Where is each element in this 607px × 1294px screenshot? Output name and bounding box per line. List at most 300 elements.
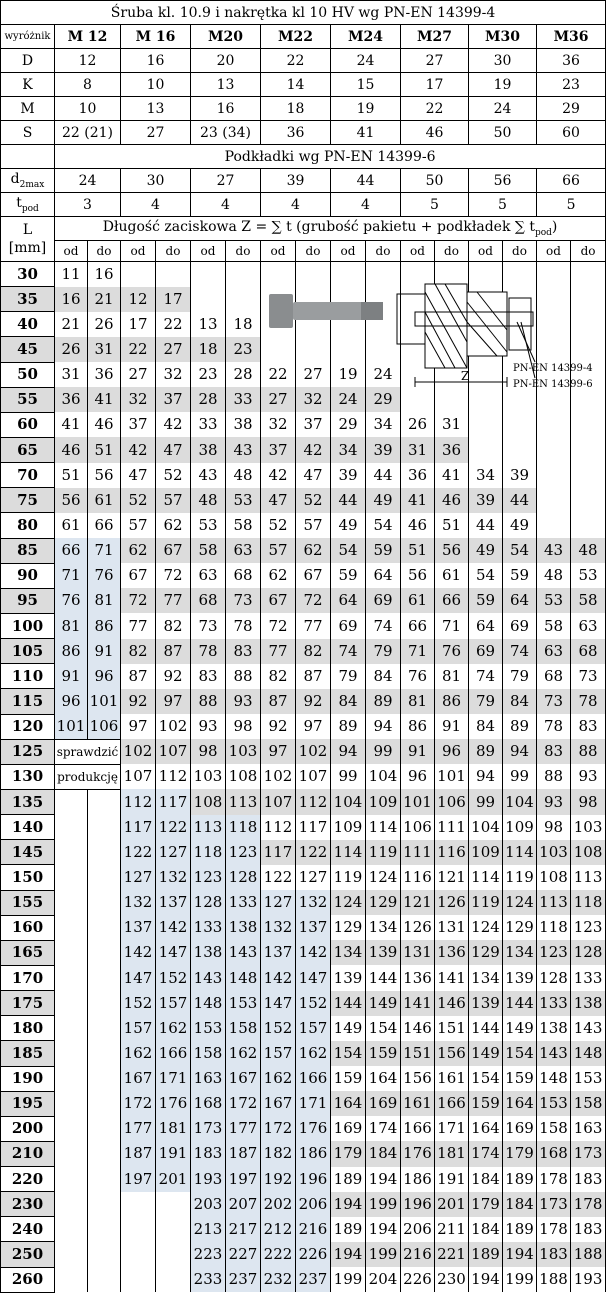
od-value: 179 [331, 1141, 366, 1166]
table-row [1, 764, 606, 789]
prop-row [1, 73, 606, 97]
od-value: 206 [401, 1217, 435, 1242]
tpod-value: 4 [121, 193, 191, 217]
od-value [331, 287, 366, 312]
do-value: 144 [366, 965, 401, 990]
do-value: 102 [156, 714, 191, 739]
L-value: 220 [1, 1167, 55, 1192]
od-value: 108 [537, 865, 571, 890]
do-value: 158 [226, 1016, 261, 1041]
do-value: 162 [156, 1016, 191, 1041]
od-value: 57 [261, 538, 296, 563]
od-value: 26 [401, 412, 435, 437]
od-value: 83 [537, 739, 571, 764]
do-value: 71 [88, 538, 121, 563]
od-value: 47 [121, 463, 156, 488]
do-value: 159 [366, 1041, 401, 1066]
do-value [503, 337, 537, 362]
L-value: 75 [1, 488, 55, 513]
do-value: 152 [296, 991, 331, 1016]
do-value [435, 312, 469, 337]
do-value [88, 940, 121, 965]
do-value: 194 [366, 1217, 401, 1242]
do-value: 62 [156, 513, 191, 538]
od-value: 93 [537, 789, 571, 814]
do-value: 136 [435, 940, 469, 965]
do-value: 47 [296, 463, 331, 488]
od-value: 138 [537, 1016, 571, 1041]
do-value [435, 287, 469, 312]
do-value: 92 [296, 689, 331, 714]
od-value [261, 337, 296, 362]
od-value: 86 [55, 639, 88, 664]
L-value: 40 [1, 312, 55, 337]
prop-value: 50 [469, 121, 537, 145]
od-value: 148 [191, 991, 226, 1016]
do-value: 126 [435, 890, 469, 915]
od-value: 73 [537, 689, 571, 714]
do-value: 109 [503, 815, 537, 840]
od-value: 41 [55, 412, 88, 437]
do-value: 196 [296, 1167, 331, 1192]
prop-value: 30 [469, 49, 537, 73]
od-value: 187 [121, 1141, 156, 1166]
d2max-value: 39 [261, 169, 331, 193]
do-value: 114 [366, 815, 401, 840]
do-value: 149 [366, 991, 401, 1016]
table-row [1, 337, 606, 362]
od-value: 42 [121, 437, 156, 462]
do-value: 114 [503, 840, 537, 865]
do-label: do [88, 241, 121, 262]
od-value: 123 [537, 940, 571, 965]
od-value: 153 [191, 1016, 226, 1041]
do-value: 78 [226, 613, 261, 638]
od-value: 202 [261, 1192, 296, 1217]
do-value: 133 [571, 965, 606, 990]
od-value: 54 [469, 563, 503, 588]
od-value: 99 [331, 764, 366, 789]
table-row [1, 538, 606, 563]
do-value [88, 1066, 121, 1091]
do-value: 23 [226, 337, 261, 362]
od-value: 71 [55, 563, 88, 588]
do-value: 86 [435, 689, 469, 714]
od-value: 114 [469, 865, 503, 890]
od-value: 129 [331, 915, 366, 940]
od-value: 59 [331, 563, 366, 588]
do-value [503, 387, 537, 412]
prop-value: 22 [401, 97, 469, 121]
od-value [537, 312, 571, 337]
do-value: 96 [88, 664, 121, 689]
do-value [88, 1167, 121, 1192]
do-value: 102 [296, 739, 331, 764]
L-unit: [mm] [8, 240, 47, 256]
od-value: 117 [121, 815, 156, 840]
tpod-row [1, 193, 606, 217]
od-value: 104 [469, 815, 503, 840]
od-value: 61 [55, 513, 88, 538]
prop-label: M [1, 97, 55, 121]
do-value: 177 [226, 1116, 261, 1141]
do-value: 77 [156, 588, 191, 613]
do-value [571, 463, 606, 488]
do-value [503, 262, 537, 287]
do-value: 46 [88, 412, 121, 437]
do-value: 27 [296, 362, 331, 387]
do-value: 87 [296, 664, 331, 689]
do-value: 53 [226, 488, 261, 513]
do-value: 18 [226, 312, 261, 337]
clamp-text: Długość zaciskowa Z = ∑ t (grubość pakietu + podkładek ∑ t [102, 218, 535, 235]
od-value: 134 [331, 940, 366, 965]
prop-value: 8 [55, 73, 121, 97]
od-value: 98 [191, 739, 226, 764]
do-value: 57 [296, 513, 331, 538]
od-value [55, 1041, 88, 1066]
od-value [261, 262, 296, 287]
table-row [1, 488, 606, 513]
do-value [88, 865, 121, 890]
od-value: 118 [537, 915, 571, 940]
od-value: 166 [401, 1116, 435, 1141]
do-value: 128 [226, 865, 261, 890]
do-value: 36 [435, 437, 469, 462]
od-value: 169 [331, 1116, 366, 1141]
table-row [1, 1167, 606, 1192]
do-value [88, 1267, 121, 1292]
L-value: 80 [1, 513, 55, 538]
od-value: 128 [191, 890, 226, 915]
od-value: 122 [121, 840, 156, 865]
do-value [435, 337, 469, 362]
od-value: 74 [469, 664, 503, 689]
od-value: 232 [261, 1267, 296, 1292]
L-value: 35 [1, 287, 55, 312]
L-value: 200 [1, 1116, 55, 1141]
od-value: 69 [469, 639, 503, 664]
do-value: 149 [503, 1016, 537, 1041]
od-value: 53 [191, 513, 226, 538]
do-value: 137 [156, 890, 191, 915]
do-value: 103 [571, 815, 606, 840]
od-value: 179 [469, 1192, 503, 1217]
size-header: M20 [191, 25, 261, 49]
od-value: 26 [55, 337, 88, 362]
do-value: 37 [296, 412, 331, 437]
do-value: 178 [571, 1192, 606, 1217]
od-value: 189 [469, 1242, 503, 1267]
prop-label: K [1, 73, 55, 97]
do-value: 97 [156, 689, 191, 714]
do-value: 127 [296, 865, 331, 890]
od-value: 68 [191, 588, 226, 613]
z-label: Z [461, 369, 470, 383]
do-value [156, 1267, 191, 1292]
do-value [571, 412, 606, 437]
do-value: 133 [226, 890, 261, 915]
do-value: 49 [366, 488, 401, 513]
do-value: 116 [435, 840, 469, 865]
od-value [55, 1016, 88, 1041]
od-value: 64 [331, 588, 366, 613]
do-value [571, 387, 606, 412]
od-value: 41 [401, 488, 435, 513]
od-value: 109 [331, 815, 366, 840]
od-value [55, 789, 88, 814]
od-value: 61 [401, 588, 435, 613]
do-value: 73 [571, 664, 606, 689]
table-row [1, 991, 606, 1016]
do-value: 138 [226, 915, 261, 940]
od-value: 233 [191, 1267, 226, 1292]
do-value: 127 [156, 840, 191, 865]
od-value: 29 [331, 412, 366, 437]
od-value: 76 [401, 664, 435, 689]
nut-standard-label: PN-EN 14399-4 [513, 363, 593, 374]
od-value: 153 [537, 1091, 571, 1116]
table-row [1, 890, 606, 915]
d2max-value: 44 [331, 169, 401, 193]
prop-value: 46 [401, 121, 469, 145]
od-value: 222 [261, 1242, 296, 1267]
od-value: 97 [261, 739, 296, 764]
od-value: 84 [331, 689, 366, 714]
prop-row [1, 49, 606, 73]
od-value: 62 [121, 538, 156, 563]
do-value [296, 312, 331, 337]
do-value: 106 [88, 714, 121, 739]
L-label: L [22, 221, 33, 238]
od-value: 127 [121, 865, 156, 890]
size-header: M36 [537, 25, 606, 49]
od-value: 102 [121, 739, 156, 764]
od-value [537, 362, 571, 387]
do-value: 132 [296, 890, 331, 915]
od-value [401, 312, 435, 337]
do-value: 194 [366, 1167, 401, 1192]
do-value: 154 [366, 1016, 401, 1041]
do-value: 89 [503, 714, 537, 739]
prop-value: 23 [537, 73, 606, 97]
od-value: 32 [261, 412, 296, 437]
do-value: 141 [435, 965, 469, 990]
do-value: 62 [296, 538, 331, 563]
table-row [1, 1041, 606, 1066]
do-value: 199 [366, 1242, 401, 1267]
od-value [537, 488, 571, 513]
washer-standard-label: PN-EN 14399-6 [513, 379, 593, 390]
od-value: 126 [401, 915, 435, 940]
do-value: 28 [226, 362, 261, 387]
od-value: 63 [191, 563, 226, 588]
od-value: 11 [55, 262, 88, 287]
do-value [88, 1242, 121, 1267]
od-value [331, 262, 366, 287]
do-value: 59 [503, 563, 537, 588]
L-value: 170 [1, 965, 55, 990]
do-value [435, 362, 469, 387]
od-value: 19 [331, 362, 366, 387]
tpod-value: 5 [537, 193, 606, 217]
do-value: 171 [296, 1091, 331, 1116]
od-value: 147 [261, 991, 296, 1016]
od-value [401, 337, 435, 362]
od-value: 103 [537, 840, 571, 865]
od-value: 189 [331, 1217, 366, 1242]
do-value: 221 [435, 1242, 469, 1267]
do-value: 153 [226, 991, 261, 1016]
od-label: od [261, 241, 296, 262]
d2max-sub: 2max [19, 179, 45, 190]
table-title: Śruba kl. 10.9 i nakrętka kl 10 HV wg PN-EN 14399-4 [1, 1, 606, 25]
table-row [1, 412, 606, 437]
prop-value: 24 [469, 97, 537, 121]
od-value: 77 [261, 639, 296, 664]
do-value: 101 [435, 764, 469, 789]
do-value: 108 [226, 764, 261, 789]
do-value: 171 [156, 1066, 191, 1091]
do-value: 184 [503, 1192, 537, 1217]
do-value [571, 337, 606, 362]
od-value: 173 [537, 1192, 571, 1217]
od-value [537, 437, 571, 462]
od-value: 12 [121, 287, 156, 312]
do-value: 107 [296, 764, 331, 789]
od-value: 82 [121, 639, 156, 664]
do-value [503, 412, 537, 437]
od-value: 77 [121, 613, 156, 638]
od-value: 81 [55, 613, 88, 638]
od-value: 13 [191, 312, 226, 337]
do-value: 139 [366, 940, 401, 965]
do-value: 51 [435, 513, 469, 538]
do-value: 63 [226, 538, 261, 563]
d2max-value: 66 [537, 169, 606, 193]
do-value: 79 [366, 639, 401, 664]
do-value: 87 [156, 639, 191, 664]
do-value: 226 [296, 1242, 331, 1267]
od-value: 111 [401, 840, 435, 865]
od-value: 89 [469, 739, 503, 764]
do-value: 64 [366, 563, 401, 588]
od-value: 216 [401, 1242, 435, 1267]
od-value: 116 [401, 865, 435, 890]
L-value: 45 [1, 337, 55, 362]
od-value [55, 1141, 88, 1166]
od-value: 46 [55, 437, 88, 462]
do-value: 97 [296, 714, 331, 739]
do-value: 193 [571, 1267, 606, 1292]
do-value [226, 262, 261, 287]
size-header: M24 [331, 25, 401, 49]
do-value: 109 [366, 789, 401, 814]
do-value: 121 [435, 865, 469, 890]
od-value: 127 [261, 890, 296, 915]
do-value: 191 [156, 1141, 191, 1166]
do-value: 169 [366, 1091, 401, 1116]
do-value: 173 [571, 1141, 606, 1166]
L-value: 175 [1, 991, 55, 1016]
od-label: od [331, 241, 366, 262]
tpod-value: 3 [55, 193, 121, 217]
table-row [1, 1116, 606, 1141]
do-value: 146 [435, 991, 469, 1016]
od-value: 67 [121, 563, 156, 588]
od-value [261, 312, 296, 337]
do-value: 134 [366, 915, 401, 940]
table-row [1, 1217, 606, 1242]
od-value [55, 940, 88, 965]
od-value: 144 [469, 1016, 503, 1041]
do-value: 44 [503, 488, 537, 513]
od-value: 139 [331, 965, 366, 990]
do-value: 69 [503, 613, 537, 638]
L-value: 180 [1, 1016, 55, 1041]
table-row [1, 262, 606, 287]
od-value [469, 287, 503, 312]
table-row [1, 362, 606, 387]
prop-value: 13 [191, 73, 261, 97]
od-value: 68 [537, 664, 571, 689]
do-value: 201 [435, 1192, 469, 1217]
od-value: 96 [55, 689, 88, 714]
L-value: 90 [1, 563, 55, 588]
do-value: 54 [366, 513, 401, 538]
d2max-label [1, 169, 55, 193]
od-value: 38 [191, 437, 226, 462]
od-value [55, 965, 88, 990]
od-value: 162 [261, 1066, 296, 1091]
prop-value: 22 (21) [55, 121, 121, 145]
do-value [296, 287, 331, 312]
L-value: 260 [1, 1267, 55, 1292]
do-value: 207 [226, 1192, 261, 1217]
od-value: 58 [537, 613, 571, 638]
do-value: 142 [296, 940, 331, 965]
od-value: 62 [261, 563, 296, 588]
do-value: 21 [88, 287, 121, 312]
od-value: 141 [401, 991, 435, 1016]
L-value: 100 [1, 613, 55, 638]
od-value: 184 [469, 1217, 503, 1242]
prop-value: 16 [191, 97, 261, 121]
do-value: 32 [296, 387, 331, 412]
do-value: 161 [435, 1066, 469, 1091]
do-value [88, 890, 121, 915]
do-value: 68 [226, 563, 261, 588]
od-value [331, 337, 366, 362]
do-value: 37 [156, 387, 191, 412]
L-value: 125 [1, 739, 55, 764]
table-row [1, 789, 606, 814]
table-row [1, 815, 606, 840]
do-value: 119 [503, 865, 537, 890]
od-value: 57 [121, 513, 156, 538]
od-value [401, 287, 435, 312]
prop-value: 18 [261, 97, 331, 121]
od-value: 48 [537, 563, 571, 588]
do-value: 81 [435, 664, 469, 689]
do-value: 103 [226, 739, 261, 764]
do-value: 78 [571, 689, 606, 714]
od-value: 104 [331, 789, 366, 814]
od-value [191, 262, 226, 287]
L-value: 195 [1, 1091, 55, 1116]
L-value: 110 [1, 664, 55, 689]
do-value: 199 [366, 1192, 401, 1217]
